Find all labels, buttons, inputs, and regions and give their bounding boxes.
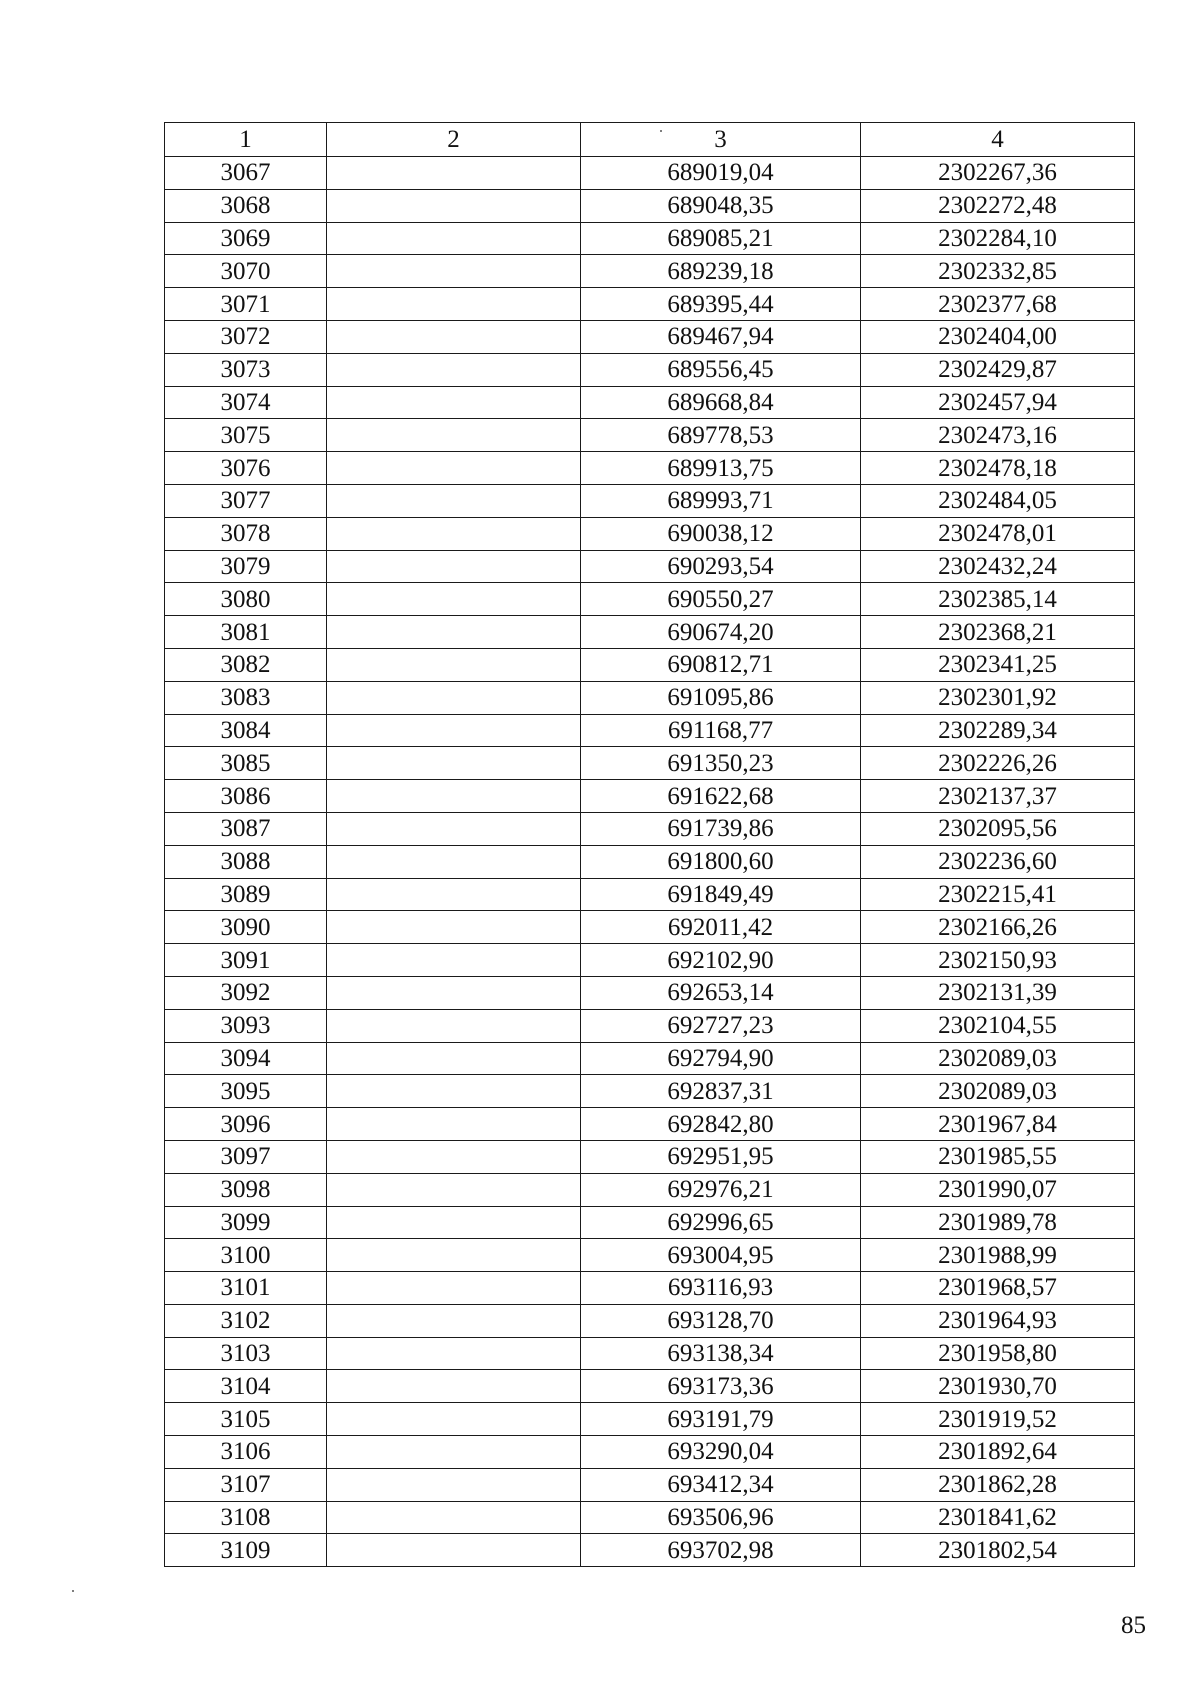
column-2-cell — [327, 747, 581, 780]
x-coordinate-cell: 692011,42 — [581, 911, 861, 944]
x-coordinate-cell: 692102,90 — [581, 944, 861, 977]
point-number-cell: 3096 — [165, 1108, 327, 1141]
column-2-cell — [327, 1501, 581, 1534]
column-2-cell — [327, 320, 581, 353]
table-body — [165, 157, 1135, 1567]
point-number-cell: 3105 — [165, 1403, 327, 1436]
y-coordinate-cell: 2301968,57 — [861, 1272, 1135, 1305]
column-2-cell — [327, 681, 581, 714]
column-2-cell — [327, 1173, 581, 1206]
table-row — [165, 320, 1135, 353]
y-coordinate-cell: 2302272,48 — [861, 189, 1135, 222]
y-coordinate-cell: 2301989,78 — [861, 1206, 1135, 1239]
table-row — [165, 1304, 1135, 1337]
point-number-cell: 3108 — [165, 1501, 327, 1534]
x-coordinate-cell: 693191,79 — [581, 1403, 861, 1436]
column-2-cell — [327, 1206, 581, 1239]
point-number-cell: 3109 — [165, 1534, 327, 1567]
x-coordinate-cell: 692951,95 — [581, 1140, 861, 1173]
point-number-cell: 3092 — [165, 976, 327, 1009]
table-row — [165, 812, 1135, 845]
x-coordinate-cell: 692996,65 — [581, 1206, 861, 1239]
x-coordinate-cell: 693128,70 — [581, 1304, 861, 1337]
table-row — [165, 1468, 1135, 1501]
y-coordinate-cell: 2302104,55 — [861, 1009, 1135, 1042]
column-header-4: 4 — [861, 123, 1135, 157]
point-number-cell: 3082 — [165, 648, 327, 681]
table-row — [165, 747, 1135, 780]
table-row — [165, 944, 1135, 977]
y-coordinate-cell: 2302236,60 — [861, 845, 1135, 878]
table-row — [165, 1206, 1135, 1239]
point-number-cell: 3072 — [165, 320, 327, 353]
column-2-cell — [327, 189, 581, 222]
x-coordinate-cell: 689239,18 — [581, 255, 861, 288]
x-coordinate-cell: 689048,35 — [581, 189, 861, 222]
y-coordinate-cell: 2302484,05 — [861, 484, 1135, 517]
point-number-cell: 3104 — [165, 1370, 327, 1403]
x-coordinate-cell: 689993,71 — [581, 484, 861, 517]
table-row — [165, 255, 1135, 288]
x-coordinate-cell: 693116,93 — [581, 1272, 861, 1305]
point-number-cell: 3080 — [165, 583, 327, 616]
column-header-2: 2 — [327, 123, 581, 157]
column-2-cell — [327, 1075, 581, 1108]
column-2-cell — [327, 157, 581, 190]
x-coordinate-cell: 693290,04 — [581, 1436, 861, 1469]
y-coordinate-cell: 2302429,87 — [861, 353, 1135, 386]
table-row — [165, 714, 1135, 747]
x-coordinate-cell: 691800,60 — [581, 845, 861, 878]
column-2-cell — [327, 288, 581, 321]
y-coordinate-cell: 2301841,62 — [861, 1501, 1135, 1534]
column-2-cell — [327, 550, 581, 583]
column-2-cell — [327, 255, 581, 288]
column-header-1: 1 — [165, 123, 327, 157]
x-coordinate-cell: 693412,34 — [581, 1468, 861, 1501]
y-coordinate-cell: 2301964,93 — [861, 1304, 1135, 1337]
point-number-cell: 3098 — [165, 1173, 327, 1206]
table-row — [165, 157, 1135, 190]
point-number-cell: 3067 — [165, 157, 327, 190]
point-number-cell: 3069 — [165, 222, 327, 255]
x-coordinate-cell: 692653,14 — [581, 976, 861, 1009]
x-coordinate-cell: 689395,44 — [581, 288, 861, 321]
column-2-cell — [327, 353, 581, 386]
x-coordinate-cell: 691622,68 — [581, 780, 861, 813]
y-coordinate-cell: 2302301,92 — [861, 681, 1135, 714]
point-number-cell: 3074 — [165, 386, 327, 419]
y-coordinate-cell: 2302137,37 — [861, 780, 1135, 813]
x-coordinate-cell: 690674,20 — [581, 616, 861, 649]
point-number-cell: 3075 — [165, 419, 327, 452]
table-row — [165, 419, 1135, 452]
column-2-cell — [327, 714, 581, 747]
y-coordinate-cell: 2302284,10 — [861, 222, 1135, 255]
table-row — [165, 1337, 1135, 1370]
table-row — [165, 780, 1135, 813]
x-coordinate-cell: 691095,86 — [581, 681, 861, 714]
column-2-cell — [327, 1140, 581, 1173]
y-coordinate-cell: 2301930,70 — [861, 1370, 1135, 1403]
point-number-cell: 3095 — [165, 1075, 327, 1108]
table-row — [165, 1009, 1135, 1042]
x-coordinate-cell: 693702,98 — [581, 1534, 861, 1567]
x-coordinate-cell: 689467,94 — [581, 320, 861, 353]
column-2-cell — [327, 1337, 581, 1370]
point-number-cell: 3076 — [165, 452, 327, 485]
table-row — [165, 353, 1135, 386]
point-number-cell: 3085 — [165, 747, 327, 780]
table-row — [165, 1501, 1135, 1534]
point-number-cell: 3103 — [165, 1337, 327, 1370]
y-coordinate-cell: 2302478,18 — [861, 452, 1135, 485]
y-coordinate-cell: 2302131,39 — [861, 976, 1135, 1009]
y-coordinate-cell: 2302089,03 — [861, 1042, 1135, 1075]
column-2-cell — [327, 1108, 581, 1141]
column-2-cell — [327, 1436, 581, 1469]
x-coordinate-cell: 689085,21 — [581, 222, 861, 255]
table-row — [165, 1370, 1135, 1403]
column-2-cell — [327, 1239, 581, 1272]
x-coordinate-cell: 690293,54 — [581, 550, 861, 583]
table-row — [165, 1534, 1135, 1567]
y-coordinate-cell: 2302457,94 — [861, 386, 1135, 419]
x-coordinate-cell: 692794,90 — [581, 1042, 861, 1075]
x-coordinate-cell: 689019,04 — [581, 157, 861, 190]
y-coordinate-cell: 2302377,68 — [861, 288, 1135, 321]
point-number-cell: 3100 — [165, 1239, 327, 1272]
point-number-cell: 3083 — [165, 681, 327, 714]
x-coordinate-cell: 689913,75 — [581, 452, 861, 485]
y-coordinate-cell: 2302150,93 — [861, 944, 1135, 977]
x-coordinate-cell: 693138,34 — [581, 1337, 861, 1370]
table-row — [165, 1075, 1135, 1108]
column-2-cell — [327, 976, 581, 1009]
column-2-cell — [327, 484, 581, 517]
x-coordinate-cell: 693506,96 — [581, 1501, 861, 1534]
y-coordinate-cell: 2302226,26 — [861, 747, 1135, 780]
y-coordinate-cell: 2302289,34 — [861, 714, 1135, 747]
point-number-cell: 3106 — [165, 1436, 327, 1469]
table-header-row — [165, 123, 1135, 157]
point-number-cell: 3087 — [165, 812, 327, 845]
point-number-cell: 3091 — [165, 944, 327, 977]
column-2-cell — [327, 1272, 581, 1305]
table-row — [165, 1272, 1135, 1305]
table-row — [165, 616, 1135, 649]
x-coordinate-cell: 690038,12 — [581, 517, 861, 550]
y-coordinate-cell: 2302095,56 — [861, 812, 1135, 845]
table-row — [165, 583, 1135, 616]
y-coordinate-cell: 2302215,41 — [861, 878, 1135, 911]
column-2-cell — [327, 1304, 581, 1337]
point-number-cell: 3090 — [165, 911, 327, 944]
table-row — [165, 1173, 1135, 1206]
column-2-cell — [327, 517, 581, 550]
point-number-cell: 3088 — [165, 845, 327, 878]
table-row — [165, 517, 1135, 550]
column-header-3: 3 — [581, 123, 861, 157]
column-2-cell — [327, 648, 581, 681]
y-coordinate-cell: 2301958,80 — [861, 1337, 1135, 1370]
point-number-cell: 3081 — [165, 616, 327, 649]
y-coordinate-cell: 2302473,16 — [861, 419, 1135, 452]
x-coordinate-cell: 693173,36 — [581, 1370, 861, 1403]
y-coordinate-cell: 2301919,52 — [861, 1403, 1135, 1436]
y-coordinate-cell: 2302332,85 — [861, 255, 1135, 288]
x-coordinate-cell: 691739,86 — [581, 812, 861, 845]
point-number-cell: 3089 — [165, 878, 327, 911]
column-2-cell — [327, 419, 581, 452]
y-coordinate-cell: 2301990,07 — [861, 1173, 1135, 1206]
point-number-cell: 3079 — [165, 550, 327, 583]
x-coordinate-cell: 692837,31 — [581, 1075, 861, 1108]
table-row — [165, 1108, 1135, 1141]
y-coordinate-cell: 2301802,54 — [861, 1534, 1135, 1567]
x-coordinate-cell: 690550,27 — [581, 583, 861, 616]
column-2-cell — [327, 944, 581, 977]
column-2-cell — [327, 386, 581, 419]
x-coordinate-cell: 689556,45 — [581, 353, 861, 386]
y-coordinate-cell: 2302432,24 — [861, 550, 1135, 583]
y-coordinate-cell: 2302089,03 — [861, 1075, 1135, 1108]
point-number-cell: 3068 — [165, 189, 327, 222]
column-2-cell — [327, 1042, 581, 1075]
column-2-cell — [327, 878, 581, 911]
point-number-cell: 3097 — [165, 1140, 327, 1173]
y-coordinate-cell: 2301967,84 — [861, 1108, 1135, 1141]
y-coordinate-cell: 2301985,55 — [861, 1140, 1135, 1173]
x-coordinate-cell: 691849,49 — [581, 878, 861, 911]
x-coordinate-cell: 692727,23 — [581, 1009, 861, 1042]
x-coordinate-cell: 692976,21 — [581, 1173, 861, 1206]
table-row — [165, 452, 1135, 485]
x-coordinate-cell: 689668,84 — [581, 386, 861, 419]
table-row — [165, 1239, 1135, 1272]
y-coordinate-cell: 2301892,64 — [861, 1436, 1135, 1469]
y-coordinate-cell: 2302478,01 — [861, 517, 1135, 550]
column-2-cell — [327, 812, 581, 845]
column-2-cell — [327, 1403, 581, 1436]
table-row — [165, 845, 1135, 878]
x-coordinate-cell: 692842,80 — [581, 1108, 861, 1141]
point-number-cell: 3071 — [165, 288, 327, 321]
point-number-cell: 3099 — [165, 1206, 327, 1239]
y-coordinate-cell: 2301988,99 — [861, 1239, 1135, 1272]
y-coordinate-cell: 2302341,25 — [861, 648, 1135, 681]
point-number-cell: 3070 — [165, 255, 327, 288]
point-number-cell: 3101 — [165, 1272, 327, 1305]
table-row — [165, 878, 1135, 911]
y-coordinate-cell: 2302368,21 — [861, 616, 1135, 649]
column-2-cell — [327, 845, 581, 878]
y-coordinate-cell: 2302166,26 — [861, 911, 1135, 944]
table-row — [165, 550, 1135, 583]
table-row — [165, 1140, 1135, 1173]
point-number-cell: 3084 — [165, 714, 327, 747]
x-coordinate-cell: 693004,95 — [581, 1239, 861, 1272]
x-coordinate-cell: 690812,71 — [581, 648, 861, 681]
coordinates-table — [164, 122, 1135, 1567]
column-2-cell — [327, 1468, 581, 1501]
y-coordinate-cell: 2302267,36 — [861, 157, 1135, 190]
point-number-cell: 3078 — [165, 517, 327, 550]
table-row — [165, 386, 1135, 419]
x-coordinate-cell: 691168,77 — [581, 714, 861, 747]
table-row — [165, 484, 1135, 517]
point-number-cell: 3094 — [165, 1042, 327, 1075]
table-row — [165, 222, 1135, 255]
table-row — [165, 911, 1135, 944]
x-coordinate-cell: 689778,53 — [581, 419, 861, 452]
table-row — [165, 288, 1135, 321]
column-2-cell — [327, 1534, 581, 1567]
column-2-cell — [327, 780, 581, 813]
table-row — [165, 648, 1135, 681]
point-number-cell: 3086 — [165, 780, 327, 813]
table-row — [165, 681, 1135, 714]
column-2-cell — [327, 1370, 581, 1403]
y-coordinate-cell: 2302404,00 — [861, 320, 1135, 353]
column-2-cell — [327, 583, 581, 616]
column-2-cell — [327, 911, 581, 944]
point-number-cell: 3102 — [165, 1304, 327, 1337]
column-2-cell — [327, 222, 581, 255]
page-number: 85 — [1121, 1612, 1146, 1639]
point-number-cell: 3077 — [165, 484, 327, 517]
point-number-cell: 3107 — [165, 1468, 327, 1501]
column-2-cell — [327, 616, 581, 649]
point-number-cell: 3073 — [165, 353, 327, 386]
x-coordinate-cell: 691350,23 — [581, 747, 861, 780]
table-row — [165, 1403, 1135, 1436]
column-2-cell — [327, 452, 581, 485]
table-row — [165, 189, 1135, 222]
table-row — [165, 976, 1135, 1009]
scan-speck — [72, 1590, 74, 1592]
scan-speck — [660, 130, 662, 132]
y-coordinate-cell: 2301862,28 — [861, 1468, 1135, 1501]
table-row — [165, 1042, 1135, 1075]
column-2-cell — [327, 1009, 581, 1042]
y-coordinate-cell: 2302385,14 — [861, 583, 1135, 616]
table-row — [165, 1436, 1135, 1469]
point-number-cell: 3093 — [165, 1009, 327, 1042]
